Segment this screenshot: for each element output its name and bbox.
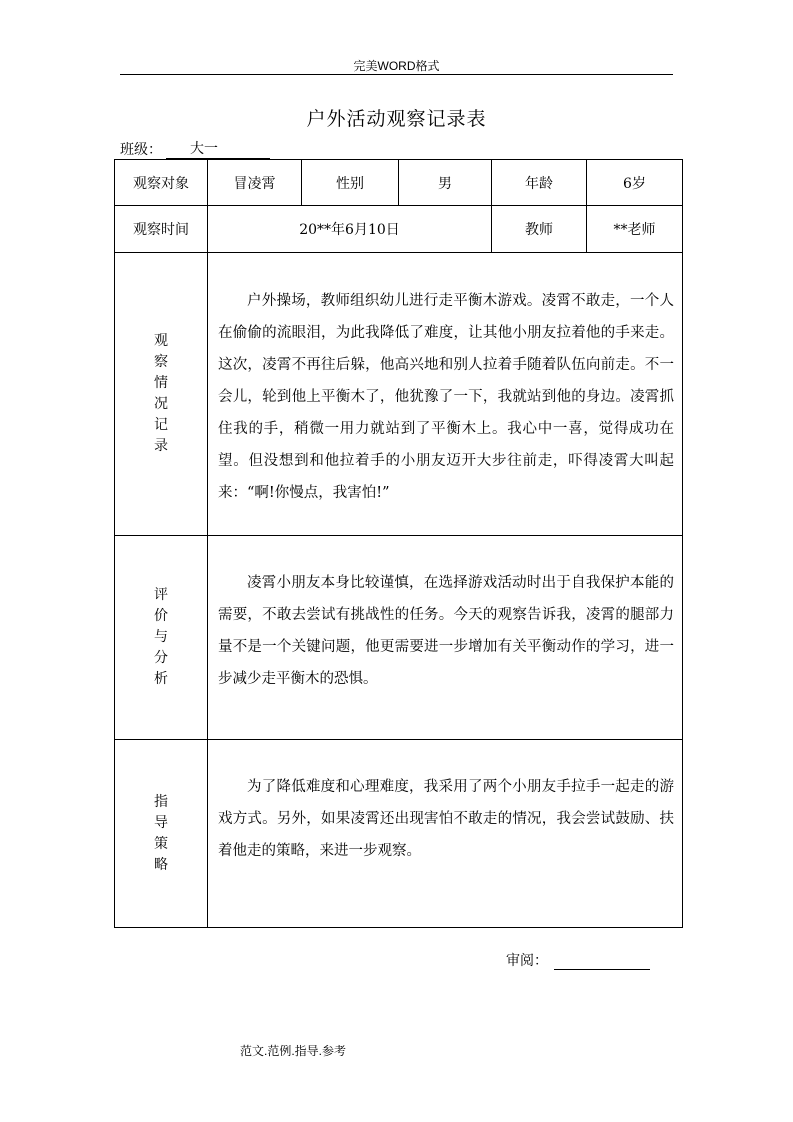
class-value: 大一 [166,141,270,159]
review-signature-line [554,953,650,970]
review-label: 审阅： [506,953,548,969]
table-row-analysis [115,536,683,740]
analysis-content-cell [208,536,683,740]
page-footer: 范文.范例.指导.参考 [240,1044,347,1058]
analysis-label-cell [115,536,208,740]
age-value: 6岁 [587,160,683,206]
observation-content-cell [208,253,683,536]
table-row-subject [115,160,683,206]
strategy-text: 为了降低难度和心理难度，我采用了两个小朋友手拉手一起走的游戏方式。另外，如果凌霄还出现害怕不敢走的情况，我会尝试鼓励、扶着他走的策略，来进一步观察。 [218,779,674,859]
analysis-text: 凌霄小朋友本身比较谨慎，在选择游戏活动时出于自我保护本能的需要，不敢去尝试有挑战性的任务。今天的观察告诉我，凌霄的腿部力量不是一个关键问题，他更需要进一步增加有关平衡动作的学习，进一步减少走平衡木的恐惧。 [218,575,674,687]
table-row-observation [115,253,683,536]
observation-text: 户外操场，教师组织幼儿进行走平衡木游戏。凌霄不敢走，一个人在偷偷的流眼泪，为此我降低了难度，让其他小朋友拉着他的手来走。这次，凌霄不再往后躲，他高兴地和别人拉着手随着队伍向前走。不一会儿，轮到他上平衡木了，他犹豫了一下，我就站到他的身边。凌霄抓住我的手，稍微一用力就站到了平衡木上。我心中一喜，觉得成功在望。但没想到和他拉着手的小朋友迈开大步往前走，吓得凌霄大叫起来：“啊!你慢点，我害怕!” [218,293,674,501]
header-divider [120,74,673,75]
gender-value: 男 [399,160,492,206]
strategy-content-cell [208,740,683,928]
time-value: 20**年6月10日 [208,206,492,253]
teacher-value: **老师 [587,206,683,253]
observation-label: 观察情况记录 [154,333,168,454]
document-title: 户外活动观察记录表 [306,108,487,130]
strategy-label: 指导策略 [154,793,168,873]
observation-record-table [114,159,683,928]
class-info [120,139,270,159]
observation-label-cell [115,253,208,536]
table-row-time [115,206,683,253]
subject-value: 冒凌霄 [208,160,302,206]
review-signature [506,950,650,970]
teacher-label: 教师 [492,206,587,253]
class-label: 班级： [120,142,162,158]
strategy-label-cell [115,740,208,928]
table-row-strategy [115,740,683,928]
analysis-label: 评价与分析 [154,587,168,687]
time-label: 观察时间 [115,206,208,253]
subject-label: 观察对象 [115,160,208,206]
page-header: 完美WORD格式 [353,59,440,73]
gender-label: 性别 [302,160,399,206]
age-label: 年龄 [492,160,587,206]
